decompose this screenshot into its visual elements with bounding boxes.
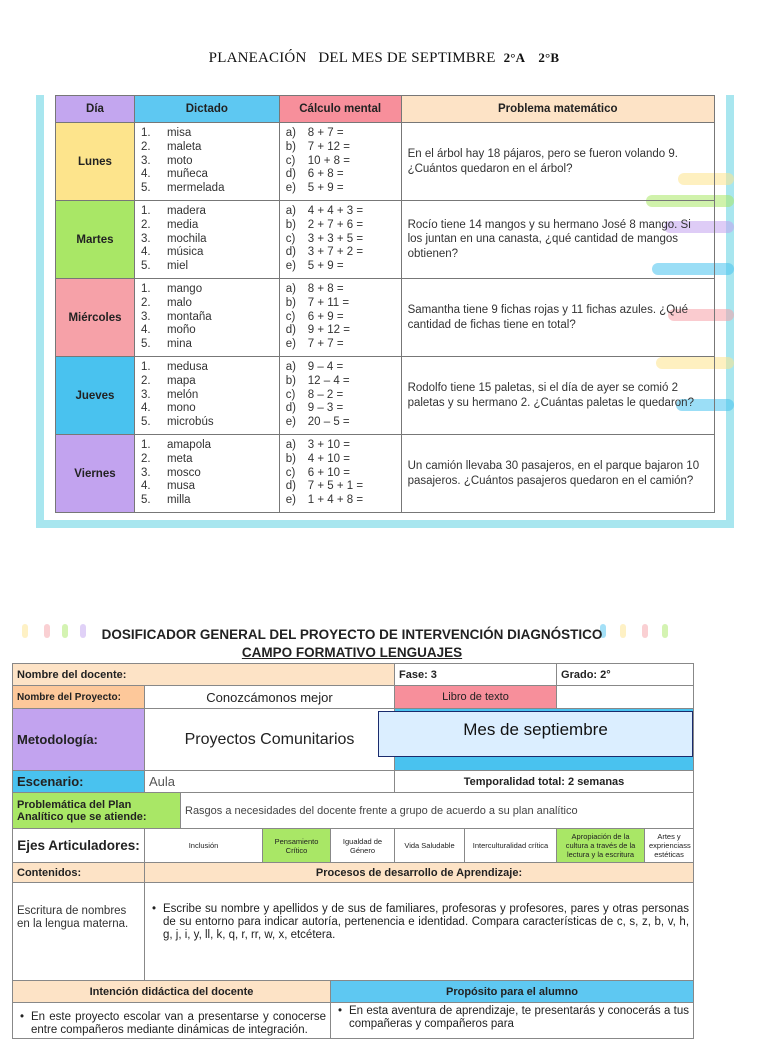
fase-label: Fase: 3 xyxy=(395,664,557,686)
dosificador-title-line1: DOSIFICADOR GENERAL DEL PROYECTO DE INTERVENCIÓN DIAGNÓSTICO xyxy=(101,627,603,642)
word-text: música xyxy=(166,246,204,259)
eje-cell: Inclusión xyxy=(145,829,263,863)
group-labels: 2°A 2°B xyxy=(503,50,560,65)
libro-value xyxy=(557,686,694,709)
proposito-cell xyxy=(331,1003,694,1039)
item-number: 2. xyxy=(140,218,151,231)
operation-text: 8 + 7 = xyxy=(307,127,344,139)
item-letter: b) xyxy=(285,296,296,309)
word-text: microbús xyxy=(166,416,214,429)
item-letter: d) xyxy=(285,402,296,415)
calculo-item xyxy=(286,182,401,196)
eje-cell: Igualdad de Género xyxy=(331,829,395,863)
word-text: mochila xyxy=(166,232,207,245)
word-text: meta xyxy=(166,452,193,465)
calculo-item xyxy=(286,439,401,453)
header-calculo: Cálculo mental xyxy=(279,96,401,123)
item-number: 2. xyxy=(140,296,151,309)
operation-text: 3 + 7 + 2 = xyxy=(307,246,364,259)
item-letter: b) xyxy=(285,218,296,231)
intencion-label: Intención didáctica del docente xyxy=(13,981,331,1003)
calculo-cell xyxy=(279,279,401,357)
operation-text: 10 + 8 = xyxy=(307,154,350,167)
operation-text: 7 + 11 = xyxy=(307,296,350,309)
calculo-item xyxy=(286,324,401,338)
operation-text: 2 + 7 + 6 = xyxy=(307,218,364,231)
item-letter: d) xyxy=(285,246,296,259)
operation-text: 6 + 8 = xyxy=(307,168,344,181)
calculo-item xyxy=(286,219,401,233)
calculo-item xyxy=(286,311,401,325)
item-number: 5. xyxy=(140,416,151,429)
operation-text: 7 + 7 = xyxy=(307,338,344,351)
word-text: musa xyxy=(166,480,196,493)
calculo-item xyxy=(286,233,401,247)
word-text: mapa xyxy=(166,374,196,387)
item-number: 2. xyxy=(140,140,151,153)
item-number: 3. xyxy=(140,154,151,167)
dictado-word xyxy=(141,494,279,508)
escenario-value: Aula xyxy=(145,771,395,793)
item-number: 1. xyxy=(140,127,151,139)
item-number: 4. xyxy=(140,168,151,181)
header-dia: Día xyxy=(56,96,135,123)
item-number: 1. xyxy=(140,361,151,373)
plan-row xyxy=(56,201,715,279)
dictado-word xyxy=(141,205,279,219)
item-letter: b) xyxy=(285,140,296,153)
problematica-value: Rasgos a necesidades del docente frente a grupo de acuerdo a su plan analítico xyxy=(181,793,694,829)
operation-text: 8 – 2 = xyxy=(307,388,344,401)
proceso-value: • Escribe su nombre y apellidos y de sus de familiares, profesoras y profesores, pares y otras personas de su entorno para indicar autoría, pertenencia e identidad. Compara características de c, s, z, b, v, h, g, j, i, y, ll, k, q, r, rr, w, x, etcétera. xyxy=(149,903,689,942)
plan-row xyxy=(56,357,715,435)
proposito-value: • En esta aventura de aprendizaje, te presentarás y conocerás a tus compañeras y compañeros para xyxy=(335,1005,689,1031)
calculo-item xyxy=(286,453,401,467)
calculo-item xyxy=(286,361,401,375)
dictado-cell xyxy=(134,201,279,279)
item-number: 3. xyxy=(140,310,151,323)
word-text: moño xyxy=(166,324,196,337)
word-text: mermelada xyxy=(166,182,225,195)
calculo-cell xyxy=(279,201,401,279)
dictado-cell xyxy=(134,279,279,357)
item-number: 2. xyxy=(140,374,151,387)
problematica-label: Problemática del Plan Analítico que se atiende: xyxy=(13,793,181,829)
calculo-item xyxy=(286,297,401,311)
dictado-word xyxy=(141,361,279,375)
item-letter: c) xyxy=(285,466,296,479)
calculo-item xyxy=(286,494,401,508)
item-number: 1. xyxy=(140,439,151,451)
operation-text: 4 + 4 + 3 = xyxy=(307,205,364,217)
item-number: 5. xyxy=(140,182,151,195)
item-letter: a) xyxy=(285,361,296,373)
item-letter: e) xyxy=(285,416,296,429)
dictado-cell xyxy=(134,435,279,513)
item-letter: a) xyxy=(285,205,296,217)
dictado-cell xyxy=(134,123,279,201)
item-number: 2. xyxy=(140,452,151,465)
dictado-word xyxy=(141,155,279,169)
month-textbox[interactable]: Mes de septiembre xyxy=(378,711,693,757)
item-number: 5. xyxy=(140,338,151,351)
contenidos-label: Contenidos: xyxy=(13,863,145,883)
proposito-label: Propósito para el alumno xyxy=(331,981,694,1003)
item-letter: d) xyxy=(285,480,296,493)
operation-text: 7 + 5 + 1 = xyxy=(307,480,364,493)
plan-row xyxy=(56,435,715,513)
operation-text: 4 + 10 = xyxy=(307,452,350,465)
title-text: PLANEACIÓN DEL MES DE SEPTIMBRE xyxy=(208,50,496,66)
problema-cell: Rodolfo tiene 15 paletas, si el día de ayer se comió 2 paletas y su hermano 2. ¿Cuántas paletas le quedaron? xyxy=(401,357,714,435)
item-number: 3. xyxy=(140,466,151,479)
day-cell: Miércoles xyxy=(56,279,135,357)
word-text: medusa xyxy=(166,361,208,373)
metodologia-value: Proyectos Comunitarios xyxy=(145,709,395,771)
calculo-item xyxy=(286,205,401,219)
item-letter: a) xyxy=(285,439,296,451)
metodologia-label: Metodología: xyxy=(13,709,145,771)
word-text: amapola xyxy=(166,439,212,451)
dosificador-title xyxy=(12,626,692,662)
day-cell: Lunes xyxy=(56,123,135,201)
item-number: 4. xyxy=(140,480,151,493)
word-text: mosco xyxy=(166,466,201,479)
word-text: miel xyxy=(166,260,189,273)
operation-text: 3 + 10 = xyxy=(307,439,350,451)
item-letter: e) xyxy=(285,494,296,507)
dictado-word xyxy=(141,283,279,297)
calculo-cell xyxy=(279,357,401,435)
word-text: mango xyxy=(166,283,203,295)
dictado-word xyxy=(141,453,279,467)
problema-cell: En el árbol hay 18 pájaros, pero se fueron volando 9. ¿Cuántos quedaron en el árbol? xyxy=(401,123,714,201)
temporalidad-label: Temporalidad total: 2 semanas xyxy=(395,771,694,793)
calculo-item xyxy=(286,127,401,141)
word-text: melón xyxy=(166,388,199,401)
item-letter: d) xyxy=(285,168,296,181)
ejes-label: Ejes Articuladores: xyxy=(13,829,145,863)
word-text: media xyxy=(166,218,199,231)
calculo-item xyxy=(286,467,401,481)
item-letter: a) xyxy=(285,283,296,295)
item-number: 3. xyxy=(140,388,151,401)
dosificador-title-line2: CAMPO FORMATIVO LENGUAJES xyxy=(241,645,463,660)
dictado-word xyxy=(141,246,279,260)
dictado-word xyxy=(141,127,279,141)
dictado-word xyxy=(141,402,279,416)
dictado-word xyxy=(141,311,279,325)
calculo-item xyxy=(286,375,401,389)
operation-text: 7 + 12 = xyxy=(307,140,350,153)
calculo-item xyxy=(286,416,401,430)
dictado-word xyxy=(141,389,279,403)
item-number: 1. xyxy=(140,205,151,217)
intencion-cell xyxy=(13,1003,331,1039)
calculo-item xyxy=(286,480,401,494)
dictado-word xyxy=(141,297,279,311)
proceso-cell xyxy=(145,883,694,981)
problema-cell: Un camión llevaba 30 pasajeros, en el parque bajaron 10 pasajeros. ¿Cuántos pasajeros quedaron en el camión? xyxy=(401,435,714,513)
plan-row xyxy=(56,279,715,357)
planning-table xyxy=(55,95,715,513)
calculo-item xyxy=(286,155,401,169)
item-number: 4. xyxy=(140,324,151,337)
item-letter: e) xyxy=(285,182,296,195)
procesos-label: Procesos de desarrollo de Aprendizaje: xyxy=(145,863,694,883)
eje-cell: Pensamiento Crítico xyxy=(263,829,331,863)
day-cell: Martes xyxy=(56,201,135,279)
header-problema: Problema matemático xyxy=(401,96,714,123)
word-text: malo xyxy=(166,296,192,309)
dictado-cell xyxy=(134,357,279,435)
item-number: 5. xyxy=(140,494,151,507)
operation-text: 9 + 12 = xyxy=(307,324,350,337)
calculo-item xyxy=(286,402,401,416)
item-number: 5. xyxy=(140,260,151,273)
item-letter: e) xyxy=(285,260,296,273)
item-letter: c) xyxy=(285,388,296,401)
item-number: 4. xyxy=(140,246,151,259)
plan-row xyxy=(56,123,715,201)
eje-cell: Apropiación de la cultura a través de la lectura y la escritura xyxy=(557,829,645,863)
item-letter: a) xyxy=(285,127,296,139)
calculo-item xyxy=(286,168,401,182)
item-letter: e) xyxy=(285,338,296,351)
dictado-word xyxy=(141,168,279,182)
word-text: maleta xyxy=(166,140,202,153)
dictado-word xyxy=(141,416,279,430)
operation-text: 6 + 9 = xyxy=(307,310,344,323)
item-letter: c) xyxy=(285,310,296,323)
operation-text: 8 + 8 = xyxy=(307,283,344,295)
calculo-cell xyxy=(279,123,401,201)
dictado-word xyxy=(141,338,279,352)
word-text: moto xyxy=(166,154,193,167)
dictado-word xyxy=(141,480,279,494)
calculo-item xyxy=(286,389,401,403)
calculo-item xyxy=(286,260,401,274)
word-text: mono xyxy=(166,402,196,415)
dictado-word xyxy=(141,375,279,389)
day-cell: Jueves xyxy=(56,357,135,435)
escenario-label: Escenario: xyxy=(13,771,145,793)
problema-cell: Rocío tiene 14 mangos y su hermano José 8 mango. Si los juntan en una canasta, ¿qué cantidad de mangos obtienen? xyxy=(401,201,714,279)
proyecto-label: Nombre del Proyecto: xyxy=(13,686,145,709)
operation-text: 5 + 9 = xyxy=(307,260,344,273)
calculo-cell xyxy=(279,435,401,513)
item-number: 1. xyxy=(140,283,151,295)
dictado-word xyxy=(141,324,279,338)
item-letter: b) xyxy=(285,374,296,387)
dictado-word xyxy=(141,182,279,196)
intencion-value: • En este proyecto escolar van a presentarse y conocerse entre compañeros mediante dinámicas de integración. xyxy=(17,1011,326,1037)
operation-text: 1 + 4 + 8 = xyxy=(307,494,364,507)
day-cell: Viernes xyxy=(56,435,135,513)
grado-label: Grado: 2° xyxy=(557,664,694,686)
operation-text: 9 – 3 = xyxy=(307,402,344,415)
eje-cell: Vida Saludable xyxy=(395,829,465,863)
proyecto-value: Conozcámonos mejor xyxy=(145,686,395,709)
dictado-word xyxy=(141,233,279,247)
dictado-word xyxy=(141,467,279,481)
item-letter: c) xyxy=(285,232,296,245)
docente-label: Nombre del docente: xyxy=(13,664,395,686)
item-letter: b) xyxy=(285,452,296,465)
word-text: madera xyxy=(166,205,206,217)
operation-text: 6 + 10 = xyxy=(307,466,350,479)
eje-cell: Interculturalidad crítica xyxy=(465,829,557,863)
dictado-word xyxy=(141,260,279,274)
calculo-item xyxy=(286,141,401,155)
word-text: muñeca xyxy=(166,168,208,181)
operation-text: 12 – 4 = xyxy=(307,374,350,387)
item-number: 3. xyxy=(140,232,151,245)
page-title xyxy=(0,50,768,67)
item-number: 4. xyxy=(140,402,151,415)
dictado-word xyxy=(141,439,279,453)
item-letter: c) xyxy=(285,154,296,167)
word-text: mina xyxy=(166,338,192,351)
operation-text: 3 + 3 + 5 = xyxy=(307,232,364,245)
operation-text: 20 – 5 = xyxy=(307,416,350,429)
header-dictado: Dictado xyxy=(134,96,279,123)
word-text: misa xyxy=(166,127,192,139)
calculo-item xyxy=(286,338,401,352)
word-text: montaña xyxy=(166,310,212,323)
dictado-word xyxy=(141,219,279,233)
item-letter: d) xyxy=(285,324,296,337)
operation-text: 9 – 4 = xyxy=(307,361,344,373)
libro-label: Libro de texto xyxy=(395,686,557,709)
problema-cell: Samantha tiene 9 fichas rojas y 11 fichas azules. ¿Qué cantidad de fichas tiene en total? xyxy=(401,279,714,357)
operation-text: 5 + 9 = xyxy=(307,182,344,195)
eje-cell: Artes y exprienciass estéticas xyxy=(645,829,694,863)
contenido-value: Escritura de nombres en la lengua materna. xyxy=(13,883,145,981)
dictado-word xyxy=(141,141,279,155)
calculo-item xyxy=(286,246,401,260)
word-text: milla xyxy=(166,494,191,507)
calculo-item xyxy=(286,283,401,297)
